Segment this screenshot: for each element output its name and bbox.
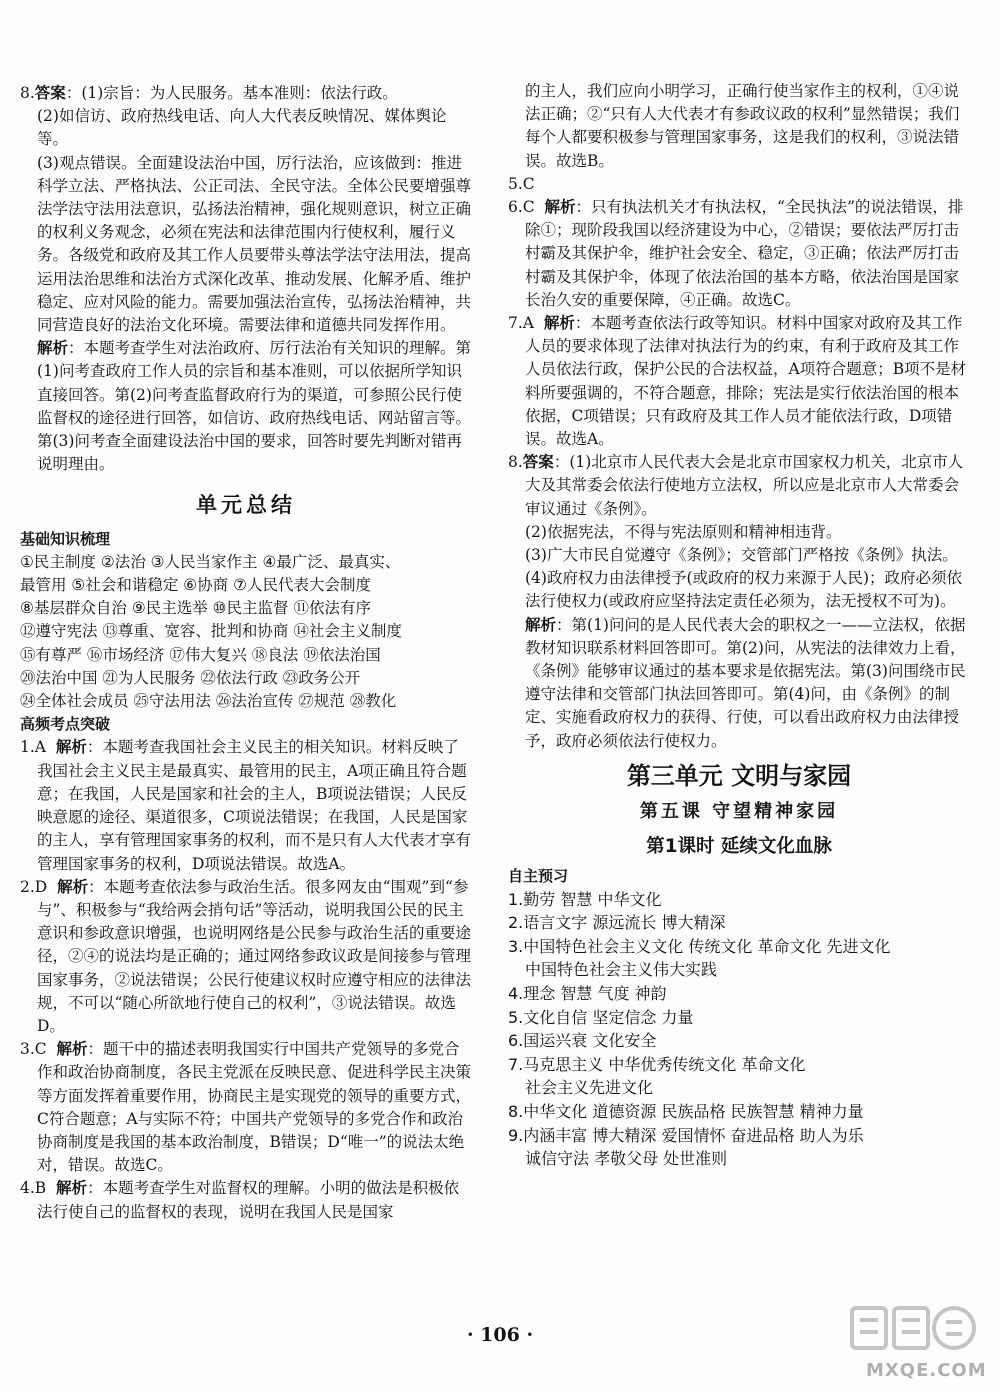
high-frequency-list <box>20 736 472 1223</box>
question-number: 7.A <box>508 314 534 333</box>
analysis-text: ：本题考查依法行政等知识。材料中国家对政府及其工作人员的要求体现了法律对执法行为的约束，有利于政府及其工作人员依法行政，保护公民的合法权益，A项符合题意；B项不是材料所要强调的，不符合题意，排除；宪法是实行依法治国的根本依据，C项错误；只有政府及其工作人员才能依法行政，D项错误。故选A。 <box>525 314 967 449</box>
lesson-title: 第五课 守望精神家园 <box>639 801 839 823</box>
analysis-text: ：本题考查依法参与政治生活。很多网友由“围观”到“参与”、积极参与“我给两会捎句话”等活动，说明我国公民的民主意识和参政意识增强，也说明网络是公民参与政治生活的重要途径，②④的说法均是正确的；通过网络参政议政是间接参与管理国家事务，②说法错误；公民行使建议权时应遵守相应的法律法规，不可以“随心所欲地行使自己的权利”，③说法错误。故选D。 <box>37 877 472 1035</box>
page-number: · 106 · <box>466 1324 534 1346</box>
subsection-heading: 基础知识梳理 <box>20 529 111 548</box>
list-item <box>20 1177 472 1223</box>
item-number: 9. <box>508 1125 524 1145</box>
list-item <box>20 876 472 1038</box>
question-4-continuation: 的主人，我们应向小明学习，正确行使当家作主的权利，①④说法正确；②“只有人大代表才有参政议政的权利”显然错误；我们每个人都要积极参与管理国家事务，这是我们的权利，③说法错误。故选B。 <box>525 82 960 170</box>
item-text: 社会主义先进文化 <box>525 1078 654 1098</box>
analysis-text: ：只有执法机关才有执法权，“全民执法”的说法错误，排除①；现阶段我国以经济建设为中心，②错误；要依法严厉打击村霸及其保护伞，维护社会安全、稳定，③正确；依法严厉打击村霸及其保护伞，体现了依法治国的基本方略，依法治国是国家长治久安的重要保障，④正确。故选C。 <box>525 198 964 309</box>
question-8-block <box>508 451 970 753</box>
question-number: 4.B <box>20 1179 47 1198</box>
preview-list <box>508 888 970 1171</box>
item-text: 中国特色社会主义伟大实践 <box>525 960 718 980</box>
list-item <box>20 736 472 875</box>
item-number: 2. <box>508 913 524 933</box>
answer-text: (2)依据宪法，不得与宪法原则和精神相违背。 <box>525 522 842 541</box>
question-number: 2.D <box>20 877 48 896</box>
analysis-label: 解析 <box>544 198 576 217</box>
answer-text: (4)政府权力由法律授予(或政府的权力来源于人民)；政府必须依法行使权力(或政府应坚持法定责任必须为，法无授权不可为)。 <box>525 569 963 611</box>
analysis-text: ：本题考查学生对监督权的理解。小明的做法是积极依法行使自己的监督权的表现，说明在我国人民是国家 <box>37 1179 460 1221</box>
question-number: 1.A <box>20 738 46 757</box>
analysis-text: ：第(1)问问的是人民代表大会的职权之一——立法权，依据教材知识联系材料回答即可。第(2)问，从宪法的法律效力上看，《条例》能够审议通过的基本要求是依据宪法。第(3)问围绕市民遵守法律和交管部门执法回答即可。第(4)问，由《条例》的制定、实施看政府权力的获得、行使，可以看出政府权力由法律授予，政府必须依法行使权力。 <box>525 615 966 750</box>
list-item <box>508 1029 970 1053</box>
right-column <box>508 80 970 1171</box>
item-text: 诚信守法 孝敬父母 处世准则 <box>525 1149 728 1169</box>
item-text: 国运兴衰 文化安全 <box>523 1031 657 1051</box>
list-item <box>508 1100 970 1124</box>
answer-text: (2)如信访、政府热线电话、向人大代表反映情况、媒体舆论等。 <box>37 107 447 149</box>
answer-label: 答案 <box>522 453 554 472</box>
answer-text: ：(1)宗旨：为人民服务。基本准则：依法行政。 <box>65 84 398 102</box>
subsection-heading: 高频考点突破 <box>20 715 111 734</box>
unit-title: 第三单元 文明与家园 <box>626 761 852 790</box>
item-text: 中华文化 道德资源 民族品格 民族智慧 精神力量 <box>523 1102 864 1122</box>
question-number: 8. <box>508 453 523 472</box>
item-text: 文化自信 坚定信念 力量 <box>523 1007 694 1027</box>
section-title: 单元总结 <box>196 493 296 518</box>
analysis-label: 解析 <box>56 1179 88 1198</box>
analysis-text: ：本题考查学生对法治政府、厉行法治有关知识的理解。第(1)问考查政府工作人员的宗旨和基本准则，可以依据所学知识直接回答。第(2)问考查监督政府行为的渠道，可参照公民行使监督权的途径进行回答，如信访、政府热线电话、网站留言等。第(3)问考查全面建设法治中国的要求，回答时要先判断对错再说明理由。 <box>37 339 472 474</box>
item-text: 马克思主义 中华优秀传统文化 革命文化 <box>523 1054 806 1074</box>
item-number: 3. <box>508 936 524 956</box>
knowledge-line: 最管用 ⑤社会和谐稳定 ⑥协商 ⑦人民代表大会制度 <box>20 576 371 595</box>
analysis-paragraph <box>508 614 970 753</box>
item-number: 8. <box>508 1102 524 1122</box>
knowledge-line: ⑫遵守宪法 ⑬尊重、宽容、批判和协商 ⑭社会主义制度 <box>20 622 402 641</box>
knowledge-line: ①民主制度 ②法治 ③人民当家作主 ④最广泛、最真实、 <box>20 552 401 571</box>
item-text: 中国特色社会主义文化 传统文化 革命文化 先进文化 <box>523 936 891 956</box>
item-number: 7. <box>508 1054 524 1074</box>
analysis-label: 解析 <box>57 877 89 896</box>
item-number: 1. <box>508 889 524 909</box>
analysis-label: 解析 <box>525 615 557 634</box>
knowledge-list <box>20 551 472 713</box>
item-text: 语言文字 源远流长 博大精深 <box>523 913 726 933</box>
list-item <box>508 982 970 1006</box>
question-8-block <box>20 82 472 476</box>
question-7-block <box>508 312 970 451</box>
analysis-label: 解析 <box>55 738 87 757</box>
answer-text: (3)观点错误。全面建设法治中国，厉行法治，应该做到：推进科学立法、严格执法、公正司法、全民守法。全体公民要增强尊法学法守法用法意识，弘扬法治精神，强化规则意识，树立正确的权利义务观念，必须在宪法和法律范围内行使权利，履行义务。各级党和政府及其工作人员要带头尊法学法守法用法，提高运用法治思维和法治方式深化改革、推动发展、化解矛盾、维护稳定、应对风险的能力。需要加强法治宣传，弘扬法治精神，共同营造良好的法治文化环境。需要法律和道德共同发挥作用。 <box>37 153 472 335</box>
analysis-text: ：题干中的描述表明我国实行中国共产党领导的多党合作和政治协商制度，各民主党派在反映民意、促进科学民主决策等方面发挥着重要作用，协商民主是实现党的领导的重要方式，C符合题意；A与实际不符；中国共产党领导的多党合作和政治协商制度是我国的基本政治制度，B错误；D“唯一”的说法太绝对，错误。故选C。 <box>37 1040 472 1175</box>
analysis-label: 解析 <box>543 314 575 333</box>
list-item <box>508 1006 970 1030</box>
question-8-answer-line <box>508 451 970 521</box>
question-6-block <box>508 196 970 312</box>
list-item <box>508 935 970 982</box>
watermark-text: MXQE.COM <box>866 1360 987 1381</box>
subsection-heading: 自主预习 <box>508 866 569 885</box>
knowledge-line: ㉔全体社会成员 ㉕守法用法 ㉖法治宣传 ㉗规范 ㉘教化 <box>20 692 397 711</box>
item-text: 勤劳 智慧 中华文化 <box>523 889 662 909</box>
analysis-paragraph <box>20 337 472 476</box>
question-number: 6.C <box>508 198 535 217</box>
analysis-label: 解析 <box>37 339 69 358</box>
item-text: 理念 智慧 气度 神韵 <box>523 984 667 1004</box>
list-item <box>20 1038 472 1177</box>
answer-text: (3)广大市民自觉遵守《条例》；交管部门严格按《条例》执法。 <box>525 546 958 565</box>
list-item <box>508 1124 970 1171</box>
answer-label: 答案 <box>34 84 66 102</box>
item-number: 4. <box>508 984 524 1004</box>
knowledge-line: ⑳法治中国 ㉑为人民服务 ㉒依法行政 ㉓政务公开 <box>20 668 361 687</box>
item-number: 6. <box>508 1031 524 1051</box>
question-number: 3.C <box>20 1040 47 1059</box>
question-number: 8. <box>20 84 35 102</box>
list-item <box>508 888 970 912</box>
knowledge-line: ⑧基层群众自治 ⑨民主选举 ⑩民主监督 ⑪依法有序 <box>20 599 371 618</box>
left-column <box>20 82 472 1224</box>
answer-text: ：(1)北京市人民代表大会是北京市国家权力机关，北京市人大及其常委会依法行使地方立法权，所以应是北京市人大常委会审议通过《条例》。 <box>525 453 964 518</box>
list-item <box>508 1053 970 1100</box>
analysis-label: 解析 <box>56 1040 88 1059</box>
question-5-answer: 5.C <box>508 174 535 193</box>
item-number: 5. <box>508 1007 524 1027</box>
analysis-text: ：本题考查我国社会主义民主的相关知识。材料反映了我国社会主义民主是最真实、最管用的民主，A项正确且符合题意；在我国，人民是国家和社会的主人，B项说法错误；人民反映意愿的途径、渠道很多，C项说法错误；在我国，人民是国家的主人，享有管理国家事务的权利，而不是只有人大代表才享有管理国家事务的权利，D项说法错误。故选A。 <box>37 738 472 873</box>
period-title: 第1课时 延续文化血脉 <box>646 836 832 858</box>
question-8-answer-line <box>20 82 472 105</box>
item-text: 内涵丰富 博大精深 爱国情怀 奋进品格 助人为乐 <box>523 1125 864 1145</box>
knowledge-line: ⑮有尊严 ⑯市场经济 ⑰伟大复兴 ⑱良法 ⑲依法治国 <box>20 645 381 664</box>
list-item <box>508 911 970 935</box>
